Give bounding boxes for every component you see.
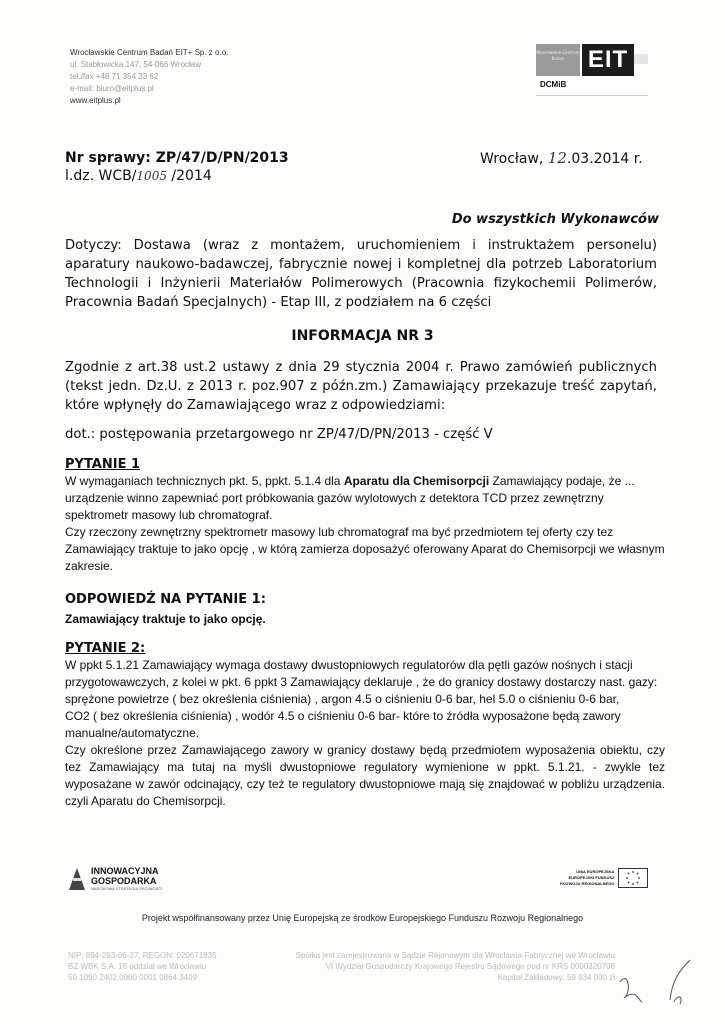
eit-logo xyxy=(536,44,648,96)
eu-flag-icon xyxy=(618,868,648,888)
concerns-line: dot.: postępowania przetargowego nr ZP/47/D/PN/2013 - część V xyxy=(65,427,493,442)
logo-tail xyxy=(634,54,648,64)
question-2-p3: CO2 ( bez określenia ciśnienia) , wodór 4.5 o ciśnieniu 0-6 bar- które to źródła wyposażone będą zawory manualne/automatyczne. xyxy=(65,709,621,740)
signature-scribble-icon xyxy=(610,940,710,1010)
logo-eit-text: EIT xyxy=(582,44,634,76)
footer-court: Spółka jest zarejestrowana w Sądzie Rejonowym dla Wrocławia-Fabrycznej we Wrocławiu xyxy=(295,951,615,960)
subject-paragraph: Dotyczy: Dostawa (wraz z montażem, uruchomieniem i instruktażem personelu) aparatury naukowo-badawczej, fabrycznie nowej i kompletnej dla potrzeb Laboratorium Technologii i Inżynierii Materiałów Polimerowych (Pracownia fizykochemii Polimerów, Pracownia Badań Specjalnych) - Etap III, z podziałem na 6 części xyxy=(65,238,657,310)
question-2-p1: W ppkt 5.1.21 Zamawiający wymaga dostawy dwustopniowych regulatorów dla pętli gazów nośnych i stacji przygotowawczych, z kolei w pkt. 6 ppkt 3 Zamawiający deklaruje , że do granicy dostawy dostarczy nast. gazy: xyxy=(65,658,658,689)
q1-text-bold: Aparatu dla Chemisorpcji xyxy=(343,474,490,488)
company-address: ul. Stabłowicka 147, 54-066 Wrocław xyxy=(70,60,202,69)
ldz-line xyxy=(65,167,289,185)
company-website: www.eitplus.pl xyxy=(70,96,121,105)
case-block xyxy=(65,149,289,185)
company-header xyxy=(70,47,228,107)
q1-text-b: Zamawiający podaje, że ... urządzenie winno zapewniać port próbkowania gazów wylotowych z detektora TCD przez zewnętrzny spektrometr masowy lub chromatograf. xyxy=(65,474,635,522)
addressee: Do wszystkich Wykonawców xyxy=(451,212,659,227)
document-title: INFORMACJA NR 3 xyxy=(291,328,434,344)
ue-line-2: EUROPEJSKI FUNDUSZ xyxy=(568,875,615,880)
date-handwritten-day: 12 xyxy=(547,149,567,167)
innovative-economy-icon xyxy=(67,866,87,892)
footer-left-block xyxy=(68,950,217,983)
ig-line-3: NARODOWA STRATEGIA SPÓJNOŚCI xyxy=(91,886,163,891)
question-1-heading: PYTANIE 1 xyxy=(65,457,141,472)
logo-subtitle: DCMiB xyxy=(540,80,567,89)
question-1-text-1 xyxy=(65,473,665,524)
question-1-text-2: Czy rzeczony zewnętrzny spektrometr masowy lub chromatograf ma być przedmiotem tej oferty czy tez Zamawiający traktuje to jako opcję , w którą zamierza doposażyć oferowany Aparat do Chemisorpcji we własnym zakresie. xyxy=(65,525,665,573)
logo-rule xyxy=(536,95,648,96)
q1-text-a: W wymaganiach technicznych pkt. 5, ppkt. 5.1.4 dla xyxy=(65,474,344,488)
ldz-suffix: /2014 xyxy=(166,168,212,184)
eu-logo xyxy=(560,868,648,888)
question-2-heading: PYTANIE 2: xyxy=(65,641,146,656)
ig-line-2: GOSPODARKA xyxy=(91,876,157,886)
ue-line-1: UNIA EUROPEJSKA xyxy=(576,869,615,874)
date-line xyxy=(480,149,643,167)
innovative-economy-logo xyxy=(67,866,162,892)
ue-line-3: ROZWOJU REGIONALNEGO xyxy=(560,881,615,886)
answer-1-text: Zamawiający traktuje to jako opcję. xyxy=(65,612,266,626)
answer-1-section xyxy=(65,591,665,628)
question-2-p4: Czy określone przez Zamawiającego zawory w granicy dostawy będą przedmiotem wyposażenia obiektu, czy tez Zamawiający ma tutaj na myśli dwustopniowe regulatory wymienione w ppkt. 5.1.21. - zwykle tez wyposażane w zawór odcinający, czy też te regulatory dwustopniowe mają się znajdować w pobliżu urządzenia. czyli Aparatu do Chemisorpcji. xyxy=(65,743,665,808)
company-email: e-mail: biuro@eitplus.pl xyxy=(70,84,154,93)
date-prefix: Wrocław, xyxy=(480,151,548,167)
company-fax: tel./fax +48 71 354 33 62 xyxy=(70,72,159,81)
intro-paragraph: Zgodnie z art.38 ust.2 ustawy z dnia 29 stycznia 2004 r. Prawo zamówień publicznych (tekst jedn. Dz.U. z 2013 r. poz.907 z późn.zm.) Zamawiający przekazuje treść zapytań, które wpłynęły do Zamawiającego wraz z odpowiedziami: xyxy=(65,360,657,413)
case-number: Nr sprawy: ZP/47/D/PN/2013 xyxy=(65,150,289,166)
company-name: Wrocławskie Centrum Badań EIT+ Sp. z o.o. xyxy=(70,48,229,57)
question-2-section xyxy=(65,640,665,810)
ldz-handwritten: 1005 xyxy=(136,169,167,183)
footer-right-block xyxy=(296,950,615,983)
logo-grey-block: Wrocławskie Centrum Badań xyxy=(536,44,580,76)
footer-krs: VI Wydział Gospodarczy Krajowego Rejestru Sądowego pod nr KRS 0000320706 xyxy=(325,962,615,971)
footer-capital: Kapitał Zakładowy: 59 934 000 zł xyxy=(497,973,615,982)
footer-account: 50 1090 2402 0000 0001 0864 3409 xyxy=(68,973,198,982)
date-suffix: .03.2014 r. xyxy=(566,151,643,167)
question-2-p2: sprężone powietrze ( bez określenia ciśnienia) , argon 4.5 o ciśnieniu 0-6 bar, hel 5.0 o ciśnieniu 0-6 bar, xyxy=(65,692,620,706)
ig-line-1: INNOWACYJNA xyxy=(91,866,159,876)
answer-1-heading: ODPOWIEDŹ NA PYTANIE 1: xyxy=(65,592,266,607)
footer-bank: BZ WBK S.A. 16 oddział we Wrocławiu xyxy=(68,962,207,971)
ldz-prefix: l.dz. WCB/ xyxy=(65,168,137,184)
project-funding-note: Projekt współfinansowany przez Unię Europejską ze środków Europejskiego Funduszu Rozwoju Regionalnego xyxy=(141,913,584,923)
footer-nip: NIP: 894-293-06-27, REGON: 020671835 xyxy=(68,951,217,960)
question-1-section xyxy=(65,456,665,575)
